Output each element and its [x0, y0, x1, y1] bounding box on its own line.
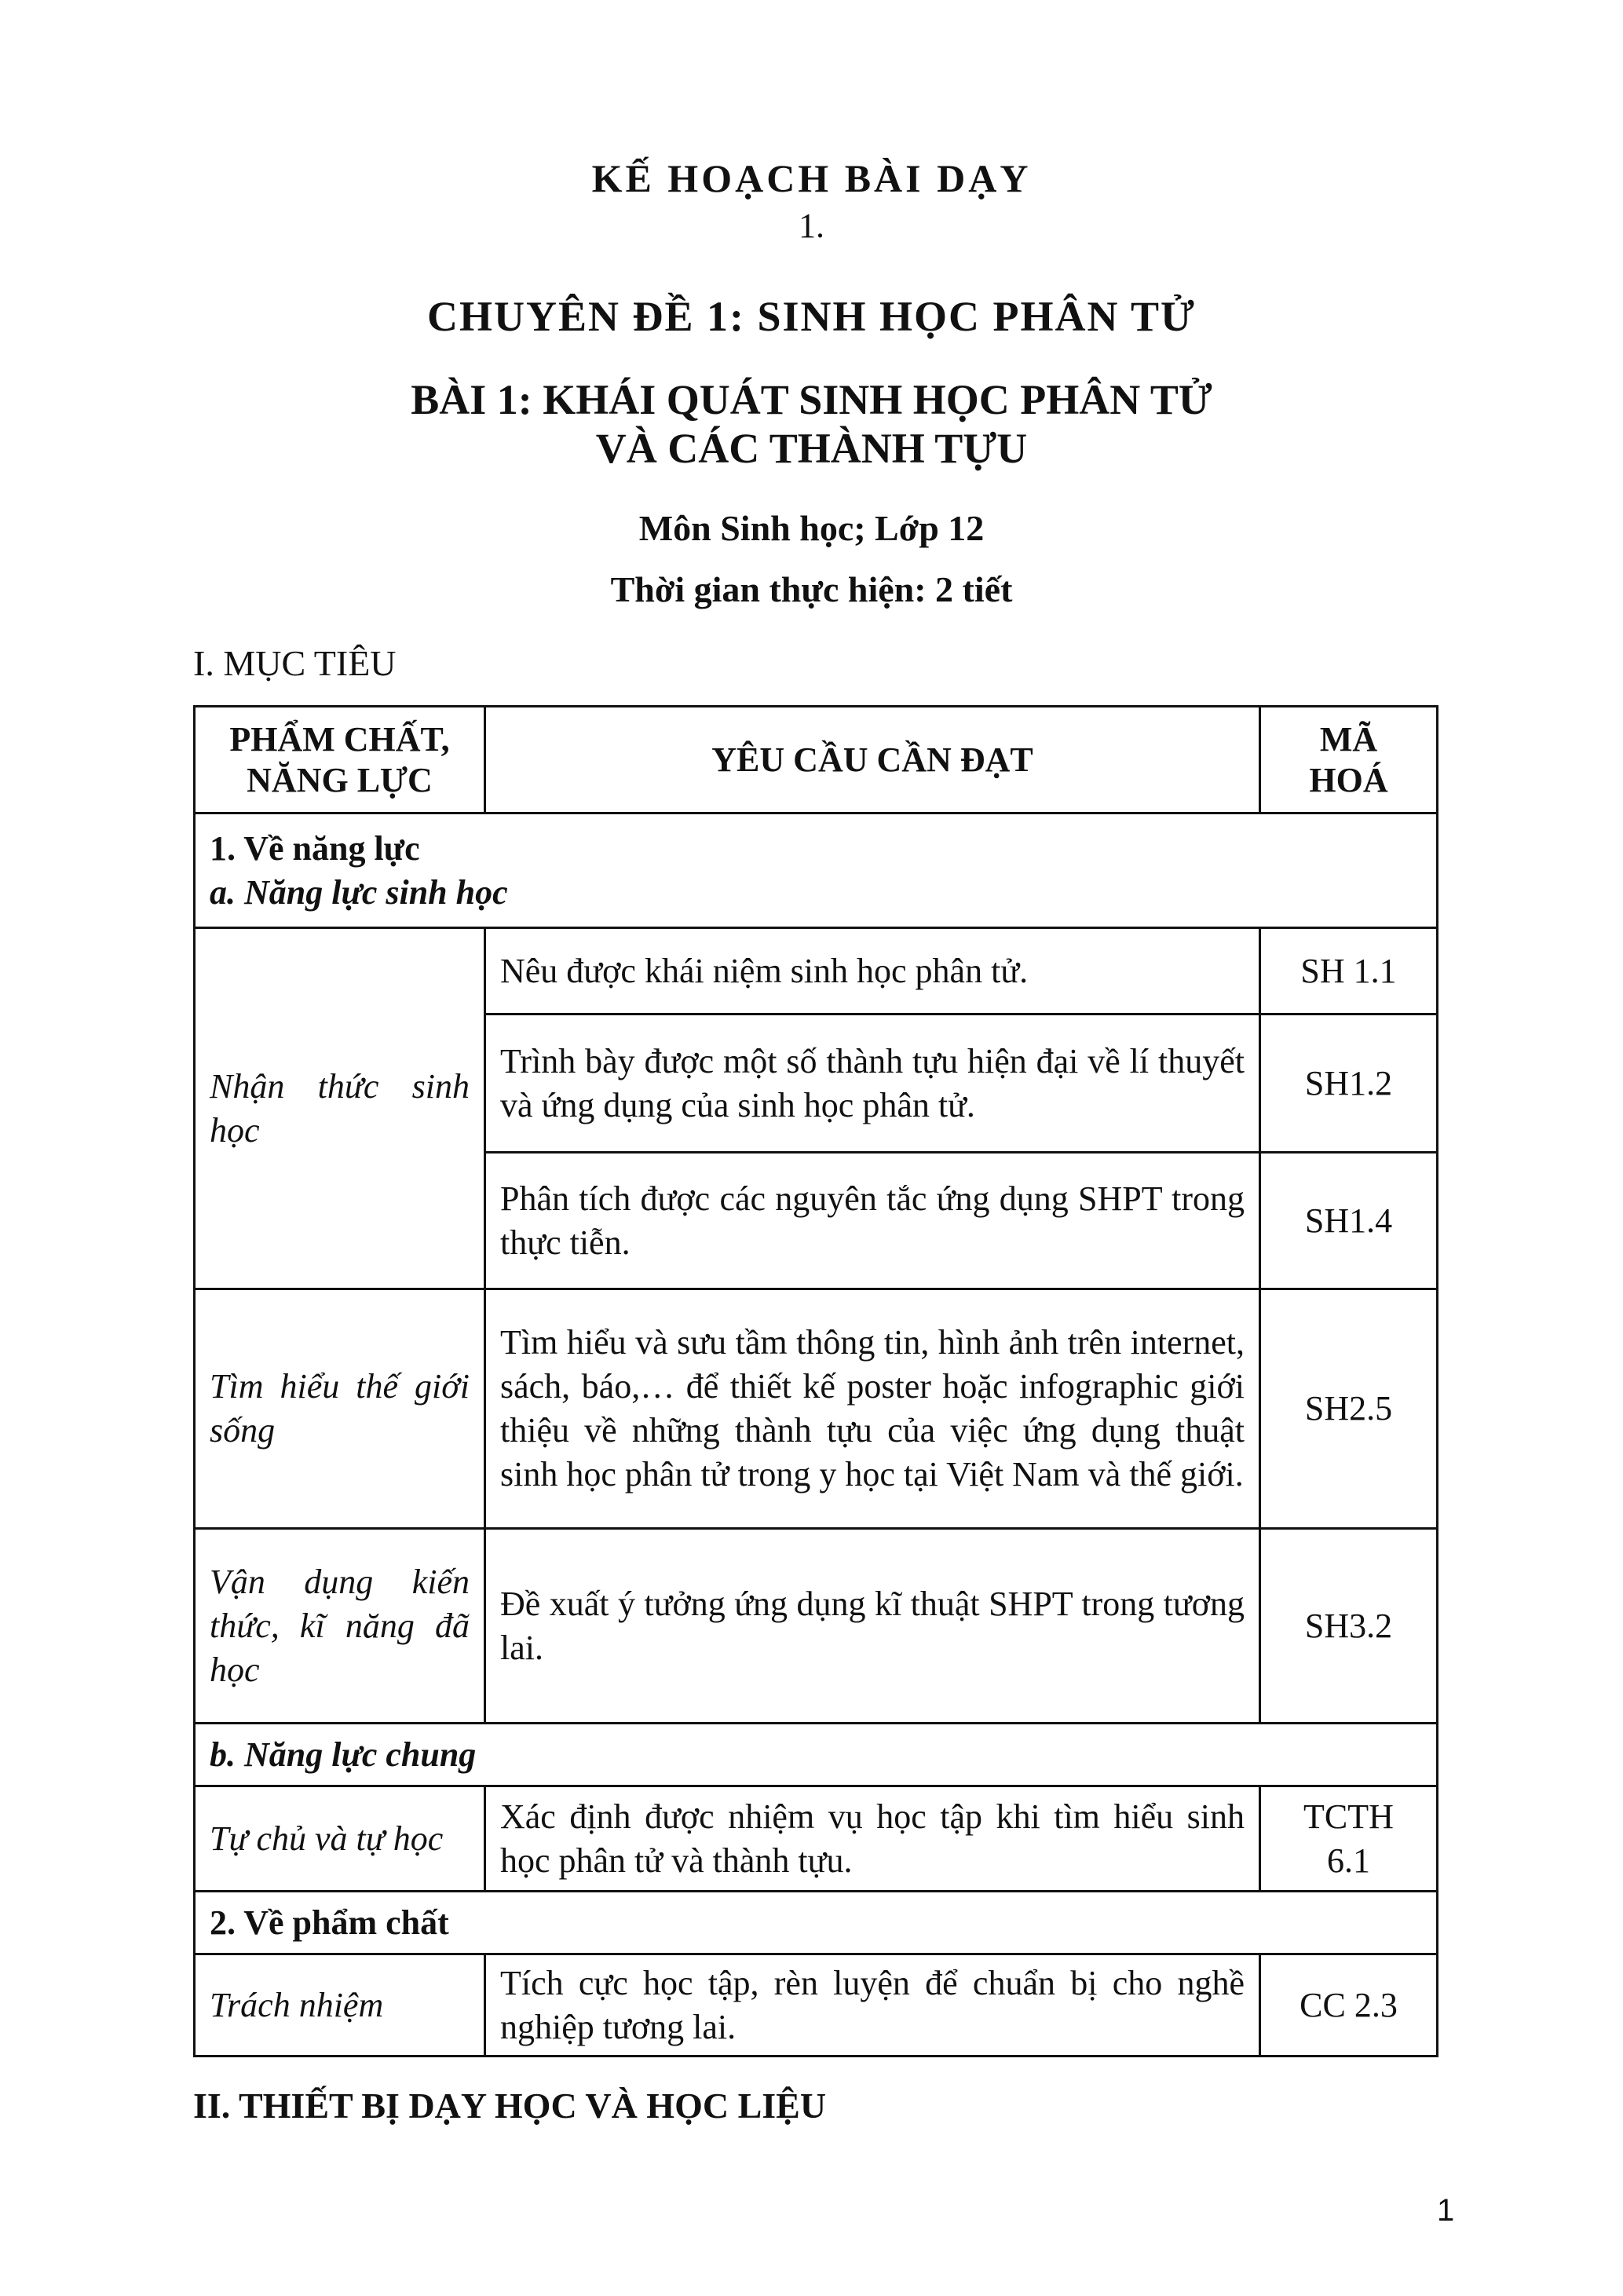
section-objectives-heading: I. MỤC TIÊU: [193, 643, 397, 683]
lesson-title-line2: VÀ CÁC THÀNH TỰU: [595, 425, 1028, 472]
list-number: 1.: [799, 207, 824, 245]
requirement-cell: Tìm hiểu và sưu tầm thông tin, hình ảnh trên internet, sách, báo,… để thiết kế poster hoặc infographic giới thiệu về những thành tựu của việc ứng dụng thuật sinh học phân tử trong y học tại Việt Nam và thế giới.: [485, 1289, 1260, 1529]
requirement-cell: Trình bày được một số thành tựu hiện đại về lí thuyết và ứng dụng của sinh học phân tử.: [485, 1015, 1260, 1153]
requirement-cell: Đề xuất ý tưởng ứng dụng kĩ thuật SHPT trong tương lai.: [485, 1529, 1260, 1724]
group-row-competence: [195, 813, 1438, 928]
code-line1: TCTH: [1303, 1797, 1394, 1836]
subgroup-general-label: b. Năng lực chung: [195, 1724, 1438, 1786]
table-row: [195, 1954, 1438, 2057]
category-cell-apply: Vận dụng kiến thức, kĩ năng đã học: [195, 1529, 485, 1724]
header-category-line1: PHẨM CHẤT,: [229, 719, 450, 759]
requirement-cell: Phân tích được các nguyên tắc ứng dụng SHPT trong thực tiễn.: [485, 1153, 1260, 1289]
code-line2: 6.1: [1327, 1841, 1370, 1880]
subgroup-row-general: [195, 1724, 1438, 1786]
code-cell: SH2.5: [1260, 1289, 1438, 1529]
code-cell: [1260, 1786, 1438, 1892]
group-row-quality: [195, 1892, 1438, 1954]
code-cell: SH 1.1: [1260, 928, 1438, 1015]
page-number: 1: [1437, 2193, 1455, 2228]
subgroup-bio-label: a. Năng lực sinh học: [210, 872, 508, 912]
group-cell-competence: [195, 813, 1438, 928]
group-competence-label: 1. Về năng lực: [210, 828, 420, 868]
code-cell: SH1.2: [1260, 1015, 1438, 1153]
table-row: [195, 1529, 1438, 1724]
code-cell: SH3.2: [1260, 1529, 1438, 1724]
header-code: [1260, 707, 1438, 813]
table-row: [195, 1786, 1438, 1892]
category-cell-selfstudy: Tự chủ và tự học: [195, 1786, 485, 1892]
requirement-cell: Tích cực học tập, rèn luyện để chuẩn bị cho nghề nghiệp tương lai.: [485, 1954, 1260, 2057]
requirement-cell: Nêu được khái niệm sinh học phân tử.: [485, 928, 1260, 1015]
category-cell-explore: Tìm hiểu thế giới sống: [195, 1289, 485, 1529]
subject-line: Môn Sinh học; Lớp 12: [638, 508, 985, 548]
header-code-line1: MÃ: [1319, 719, 1378, 759]
topic-title: CHUYÊN ĐỀ 1: SINH HỌC PHÂN TỬ: [426, 293, 1197, 340]
section-equipment-heading: II. THIẾT BỊ DẠY HỌC VÀ HỌC LIỆU: [193, 2086, 827, 2126]
requirement-cell: Xác định được nhiệm vụ học tập khi tìm hiểu sinh học phân tử và thành tựu.: [485, 1786, 1260, 1892]
table-row: [195, 1289, 1438, 1529]
objectives-table: [193, 705, 1438, 2057]
header-category: [195, 707, 485, 813]
main-title: KẾ HOẠCH BÀI DẠY: [591, 156, 1032, 200]
code-cell: SH1.4: [1260, 1153, 1438, 1289]
header-requirement: YÊU CẦU CẦN ĐẠT: [485, 707, 1260, 813]
header-category-line2: NĂNG LỰC: [247, 760, 433, 799]
lesson-title-line1: BÀI 1: KHÁI QUÁT SINH HỌC PHÂN TỬ: [411, 376, 1212, 423]
header-code-line2: HOÁ: [1309, 760, 1388, 799]
table-header-row: [195, 707, 1438, 813]
group-quality-label: 2. Về phẩm chất: [195, 1892, 1438, 1954]
duration-line: Thời gian thực hiện: 2 tiết: [610, 569, 1013, 609]
category-cell-responsibility: Trách nhiệm: [195, 1954, 485, 2057]
category-cell-cognition: Nhận thức sinh học: [195, 928, 485, 1289]
table-row: [195, 928, 1438, 1015]
code-cell: CC 2.3: [1260, 1954, 1438, 2057]
